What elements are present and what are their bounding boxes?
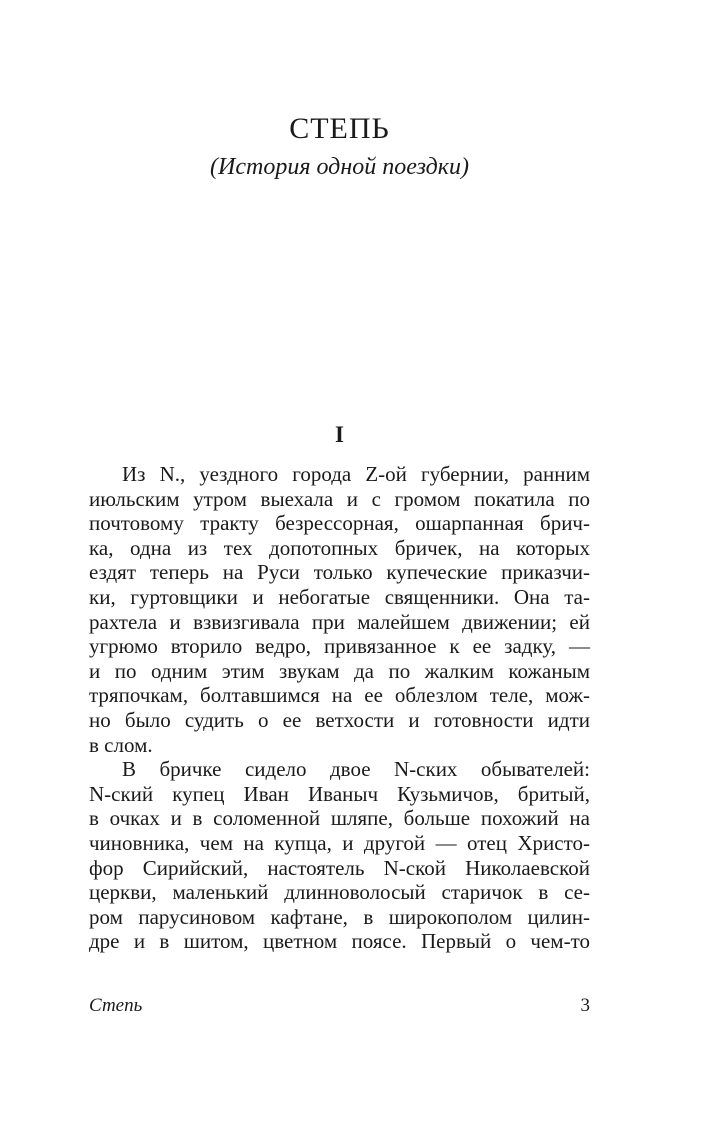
text-line: Из N., уездного города Z-ой губернии, ранним	[122, 462, 590, 486]
text-line: дре и в шитом, цветном поясе. Первый о чем-то	[89, 929, 590, 954]
text-line: и по одним этим звукам да по жалким кожаным	[89, 658, 590, 683]
text-line: рахтела и взвизгивала при малейшем движении; ей	[89, 609, 590, 634]
text-line: ки, гуртовщики и небогатые священники. Она та-	[89, 584, 590, 609]
text-line: июльским утром выехала и с громом покатила по	[89, 486, 590, 511]
text-line: ром парусиновом кафтане, в широкополом цилин-	[89, 904, 590, 929]
text-line: почтовому тракту безрессорная, ошарпанная брич-	[89, 511, 590, 536]
story-title: СТЕПЬ	[289, 112, 390, 145]
text-line: чиновника, чем на купца, и другой — отец Христо-	[89, 830, 590, 855]
text-line: В бричке сидело двое N-ских обывателей:	[122, 757, 590, 782]
text-line: церкви, маленький длинноволосый старичок в се-	[89, 880, 590, 905]
paragraph-1	[89, 462, 590, 757]
text-line: тряпочкам, болтавшимся на ее облезлом теле, мож-	[89, 683, 590, 708]
text-line: N-ский купец Иван Иваныч Кузьмичов, бритый,	[89, 781, 590, 806]
story-subtitle: (История одной поездки)	[210, 154, 469, 180]
text-line: угрюмо вторило ведро, привязанное к ее задку, —	[89, 634, 590, 659]
chapter-number: I	[335, 422, 344, 447]
text-line: ездят теперь на Руси только купеческие приказчи-	[89, 560, 590, 585]
text-line: ка, одна из тех допотопных бричек, на которых	[89, 535, 590, 560]
paragraph-2	[89, 757, 590, 954]
text-line: но было судить о ее ветхости и готовности идти	[89, 707, 590, 732]
running-footer-title: Степь	[89, 995, 143, 1016]
text-line: в слом.	[89, 732, 153, 757]
text-line: в очках и в соломенной шляпе, больше похожий на	[89, 806, 590, 831]
body-text	[89, 462, 590, 954]
text-line: фор Сирийский, настоятель N-ской Николаевской	[89, 855, 590, 880]
page-number: 3	[580, 995, 590, 1016]
